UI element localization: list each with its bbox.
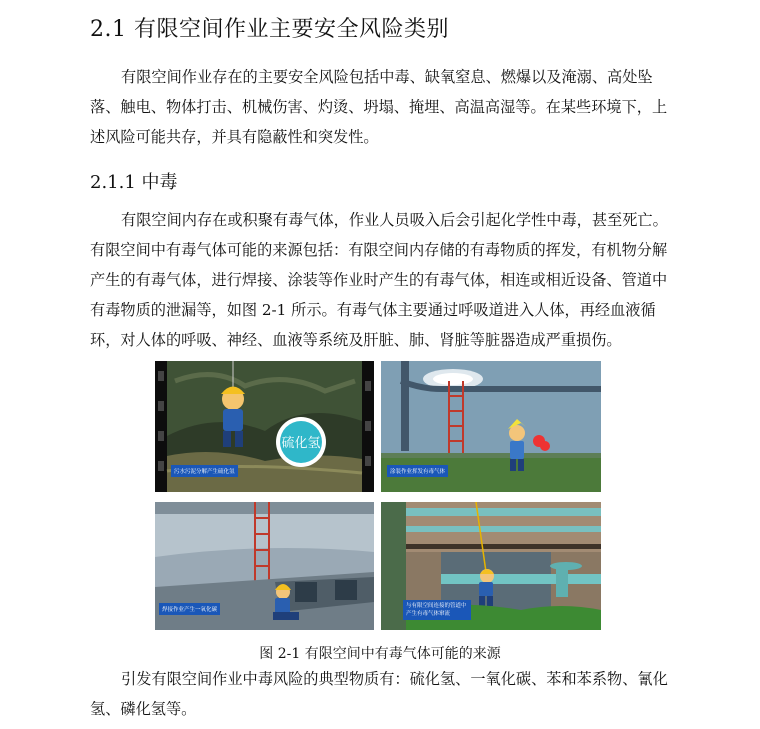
poisoning-paragraph: 有限空间内存在或积聚有毒气体，作业人员吸入后会引起化学性中毒，甚至死亡。有限空间中有毒气体可能的来源包括：有限空间内存储的有毒物质的挥发，有机物分解产生的有毒气体，进行焊接、涂装等作业时产生的有毒气体，相连或相近设备、管道中有毒物质的泄漏等，如图 2-1 所示。有毒气体主要通过呼吸道进入人体，再经血液循环，对人体的呼吸、神经、血液等系统及肝脏、肺、肾脏等脏器造成严重损伤。 — [90, 211, 668, 349]
panel-label: 涂装作业挥发有毒气体 — [387, 465, 448, 477]
figure-panel-painting — [381, 361, 601, 492]
bubble-text: 硫化氢 — [281, 436, 321, 451]
intro-paragraph: 有限空间作业存在的主要安全风险包括中毒、缺氧窒息、燃爆以及淹溺、高处坠落、触电、物体打击、机械伤害、灼烫、坍塌、掩埋、高温高湿等。在某些环境下，上述风险可能共存，并具有隐蔽性和突发性。 — [90, 68, 668, 146]
typical-substances-paragraph: 引发有限空间作业中毒风险的典型物质有：硫化氢、一氧化碳、苯和苯系物、氰化氢、磷化氢等。 — [90, 670, 668, 718]
figure-panel-welding — [155, 502, 374, 630]
figure-panel-sewage — [155, 361, 374, 492]
section-heading: 2.1 有限空间作业主要安全风险类别 — [90, 17, 449, 42]
figure-panel-pipeline — [381, 502, 601, 630]
panel-label: 焊接作业产生一氧化碳 — [159, 603, 220, 615]
subsection-heading: 2.1.1 中毒 — [90, 172, 178, 193]
figure-caption: 图 2-1 有限空间中有毒气体可能的来源 — [259, 646, 501, 662]
panel-label: 污水污泥分解产生硫化氢 — [171, 465, 238, 477]
panel-label: 与有限空间连接的管道中产生有毒气体窜流 — [403, 600, 471, 620]
